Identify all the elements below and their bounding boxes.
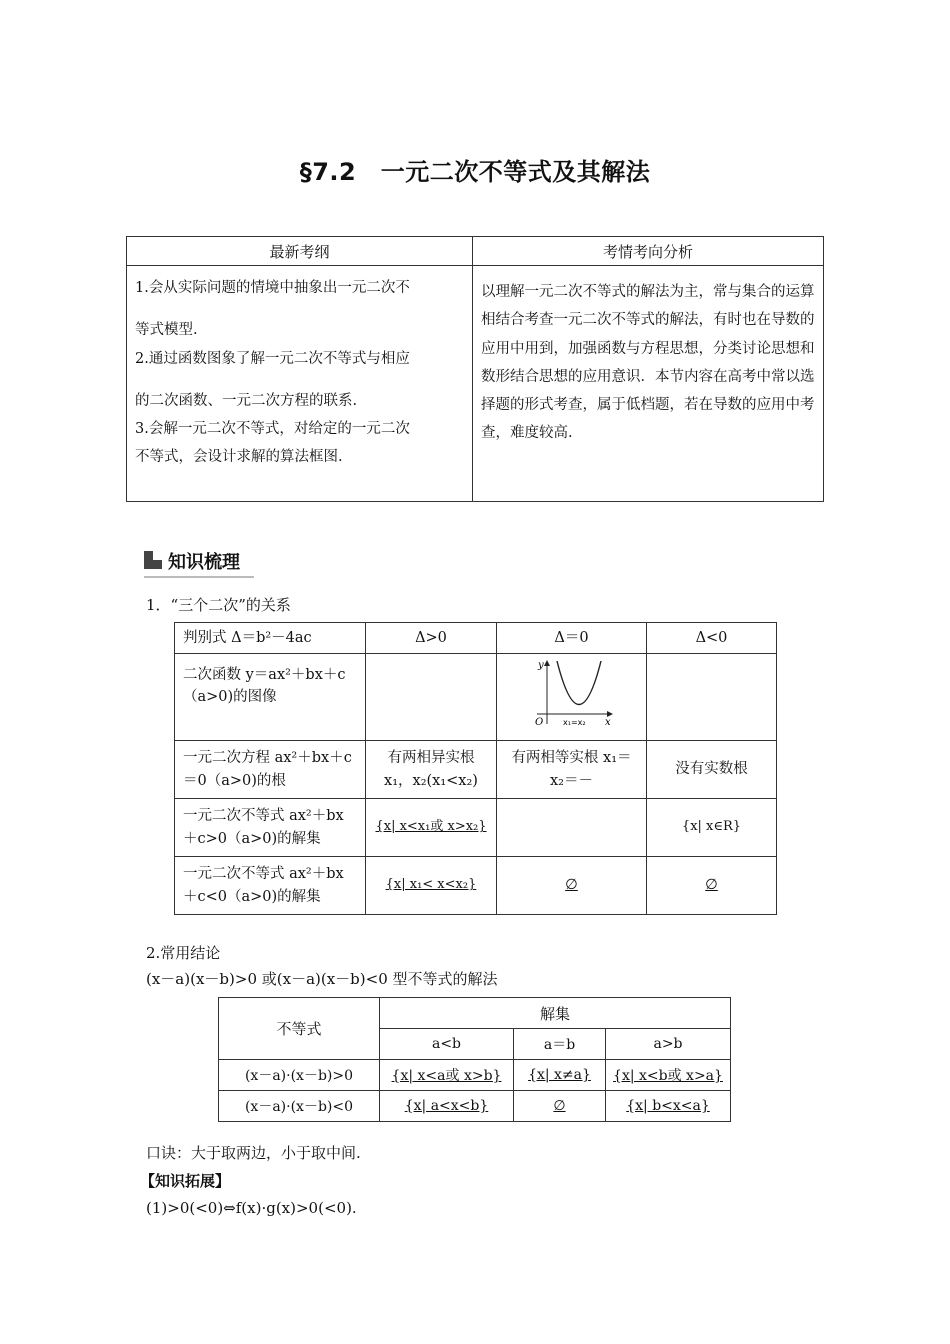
t2-cell: {x| x≠a} [514,1060,606,1091]
section-header [144,546,254,578]
t1-cell: ∅ [497,857,647,915]
t1-header-zero: Δ＝0 [497,623,647,654]
t1-header-pos: Δ>0 [366,623,497,654]
section-square-icon [144,551,162,569]
t1-header-neg: Δ<0 [647,623,777,654]
factored-inequality-table [218,997,731,1122]
t1-cell: 有两相等实根 x₁＝x₂＝－ [497,741,647,799]
outline-right-cell: 以理解一元二次不等式的解法为主，常与集合的运算相结合考查一元二次不等式的解法，有时也在导数的应用中用到，加强函数与方程思想，分类讨论思想和数形结合思想的应用意识．本节内容在高考中常以选择题的形式考查，属于低档题，若在导数的应用中考查，难度较高. [473,266,824,502]
t2-cell: {x| b<x<a} [606,1091,731,1122]
t1-cell: 有两相异实根 x₁，x₂(x₁<x₂) [366,741,497,799]
outline-item: 3.会解一元二次不等式，对给定的一元二次 [135,421,410,438]
t1-cell: {x| x₁< x<x₂} [366,857,497,915]
t1-cell [497,799,647,857]
ext-title: 【知识拓展】 [140,1172,231,1190]
outline-item: 等式模型. [135,322,198,339]
t1-row-label: 一元二次方程 ax²＋bx＋c＝0（a>0)的根 [175,741,366,799]
parabola-graph [527,658,617,728]
three-quadratics-table [174,622,777,915]
t1-row-label: 一元二次不等式 ax²＋bx＋c>0（a>0)的解集 [175,799,366,857]
outline-item: 不等式，会设计求解的算法框图. [135,449,343,466]
t1-cell [366,654,497,741]
t2-row-label: (x－a)·(x－b)>0 [219,1060,380,1091]
outline-left-cell [127,266,473,502]
t2-case: a>b [606,1029,731,1060]
t1-header-discriminant: 判别式 Δ＝b²－4ac [175,623,366,654]
t1-cell: ∅ [647,857,777,915]
t2-case: a<b [380,1029,514,1060]
t2-row-label: (x－a)·(x－b)<0 [219,1091,380,1122]
outline-item: 1.会从实际问题的情境中抽象出一元二次不 [135,280,410,296]
item1-title: 1．“三个二次”的关系 [146,596,291,614]
t1-cell: 没有实数根 [647,741,777,799]
t2-case: a＝b [514,1029,606,1060]
item2-title: 2.常用结论 [146,944,221,962]
graph-roots-label: x₁=x₂ [562,718,586,728]
ext-item-1: (1)>0(<0)⇔f(x)·g(x)>0(<0). [146,1199,357,1217]
outline-header-right: 考情考向分析 [473,237,824,266]
page-title: §7.2 一元二次不等式及其解法 [299,158,651,186]
graph-y-label: y [537,660,544,672]
t2-cell: ∅ [514,1091,606,1122]
outline-table [126,236,824,502]
t2-cell: {x| x<a或 x>b} [380,1060,514,1091]
t2-header-sol: 解集 [380,998,731,1029]
t2-header-ineq: 不等式 [219,998,380,1060]
section-title: 知识梳理 [168,552,240,573]
outline-item: 2.通过函数图象了解一元二次不等式与相应 [135,350,410,367]
mnemonic: 口诀：大于取两边，小于取中间. [146,1144,361,1162]
t1-cell: {x| x∈R} [647,799,777,857]
t2-cell: {x| a<x<b} [380,1091,514,1122]
t1-cell [647,654,777,741]
outline-header-left: 最新考纲 [127,237,473,266]
outline-item: 的二次函数、一元二次方程的联系. [135,392,358,409]
t1-row-label: 二次函数 y＝ax²＋bx＋c（a>0)的图像 [175,654,366,741]
graph-origin-label: O [534,717,543,729]
item2-subtitle: (x－a)(x－b)>0 或(x－a)(x－b)<0 型不等式的解法 [146,970,498,988]
t2-cell: {x| x<b或 x>a} [606,1060,731,1091]
t1-graph-cell [497,654,647,741]
t1-row-label: 一元二次不等式 ax²＋bx＋c<0（a>0)的解集 [175,857,366,915]
t1-cell: {x| x<x₁或 x>x₂} [366,799,497,857]
graph-x-label: x [604,717,611,729]
